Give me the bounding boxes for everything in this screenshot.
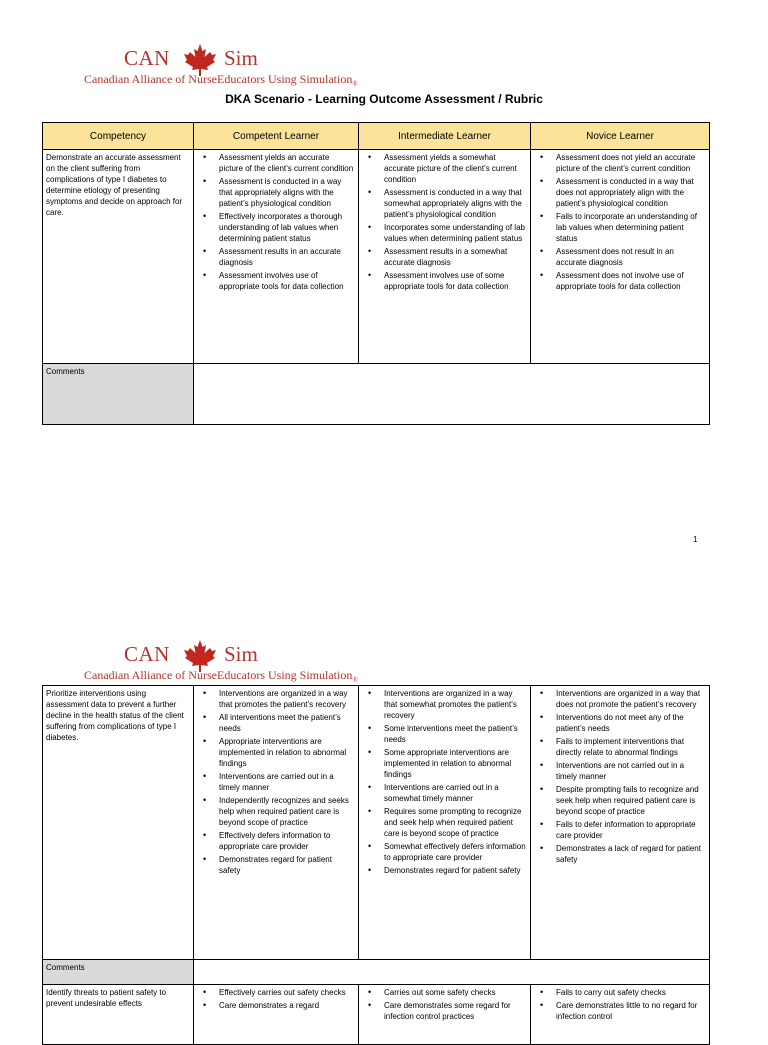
bullet-item: • Fails to implement interventions that directly relate to abnormal findings — [556, 736, 706, 758]
bullet-item: • Fails to carry out safety checks — [556, 987, 706, 998]
bullet-list — [362, 688, 527, 876]
bullet-item: • Assessment is conducted in a way that does not appropriately align with the patient’s physiological condition — [556, 176, 706, 209]
table-row — [43, 686, 710, 960]
header-competent: Competent Learner — [194, 123, 359, 150]
logo-sim-text: Sim — [224, 642, 258, 666]
rubric-table-page-1 — [42, 122, 710, 425]
logo-tagline-right: Educators Using Simulation$_®$ — [217, 668, 358, 684]
bullet-item: • Fails to defer information to appropriate care provider — [556, 819, 706, 841]
bullet-item: • Care demonstrates little to no regard for infection control — [556, 1000, 706, 1022]
competency-cell: Demonstrate an accurate assessment on the client suffering from complications of type I diabetes to determine etiology of presenting symptoms and decide on approach for care. — [43, 150, 194, 364]
bullet-item: • Care demonstrates some regard for infection control practices — [384, 1000, 527, 1022]
can-sim-logo — [84, 640, 358, 690]
competent-cell — [194, 985, 359, 1045]
bullet-item: • Effectively incorporates a thorough understanding of lab values when determining patient status — [219, 211, 355, 244]
comments-row — [43, 364, 710, 425]
competency-cell: Identify threats to patient safety to prevent undesirable effects — [43, 985, 194, 1045]
bullet-item: • Demonstrates regard for patient safety — [219, 854, 355, 876]
bullet-item: • Assessment involves use of appropriate tools for data collection — [219, 270, 355, 292]
header-novice: Novice Learner — [531, 123, 710, 150]
bullet-item: • Fails to incorporate an understanding of lab values when determining patient status — [556, 211, 706, 244]
novice-cell — [531, 985, 710, 1045]
bullet-item: • Assessment does not result in an accurate diagnosis — [556, 246, 706, 268]
header-competency: Competency — [43, 123, 194, 150]
bullet-item: • Interventions are organized in a way that does not promote the patient’s recovery — [556, 688, 706, 710]
competent-cell — [194, 150, 359, 364]
bullet-list — [197, 987, 355, 1011]
comments-row — [43, 960, 710, 985]
header-intermediate: Intermediate Learner — [359, 123, 531, 150]
bullet-item: • Some interventions meet the patient’s needs — [384, 723, 527, 745]
can-sim-logo — [84, 44, 358, 94]
rubric-table-page-2 — [42, 685, 710, 1045]
document-title: DKA Scenario - Learning Outcome Assessment / Rubric — [225, 92, 543, 106]
comments-label: Comments — [43, 960, 194, 985]
bullet-item: • Care demonstrates a regard — [219, 1000, 355, 1011]
comments-field[interactable] — [194, 960, 710, 985]
competency-cell: Prioritize interventions using assessment data to prevent a further decline in the health status of the client suffering from complications of type I diabetes. — [43, 686, 194, 960]
bullet-item: • Independently recognizes and seeks help when required patient care is beyond scope of practice — [219, 795, 355, 828]
bullet-list — [362, 987, 527, 1022]
comments-field[interactable] — [194, 364, 710, 425]
bullet-item: • Demonstrates regard for patient safety — [384, 865, 527, 876]
bullet-item: • Demonstrates a lack of regard for patient safety — [556, 843, 706, 865]
bullet-list — [197, 152, 355, 292]
bullet-item: • Some appropriate interventions are implemented in relation to abnormal findings — [384, 747, 527, 780]
bullet-item: • Somewhat effectively defers information to appropriate care provider — [384, 841, 527, 863]
bullet-item: • All interventions meet the patient’s needs — [219, 712, 355, 734]
bullet-item: • Assessment does not yield an accurate picture of the client’s current condition — [556, 152, 706, 174]
bullet-item: • Requires some prompting to recognize and seek help when required patient care is beyond scope of practice — [384, 806, 527, 839]
logo-tagline-left: Canadian Alliance of Nurse — [84, 668, 217, 682]
bullet-item: • Effectively carries out safety checks — [219, 987, 355, 998]
bullet-item: • Interventions are not carried out in a timely manner — [556, 760, 706, 782]
bullet-item: • Assessment does not involve use of appropriate tools for data collection — [556, 270, 706, 292]
competent-cell — [194, 686, 359, 960]
page-number: 1 — [693, 535, 698, 544]
bullet-item: • Assessment yields an accurate picture of the client’s current condition — [219, 152, 355, 174]
bullet-item: • Assessment yields a somewhat accurate picture of the client’s current condition — [384, 152, 527, 185]
bullet-item: • Assessment is conducted in a way that somewhat appropriately aligns with the patient’s physiological condition — [384, 187, 527, 220]
bullet-item: • Interventions are organized in a way that somewhat promotes the patient’s recovery — [384, 688, 527, 721]
bullet-item: • Assessment results in an accurate diagnosis — [219, 246, 355, 268]
intermediate-cell — [359, 985, 531, 1045]
intermediate-cell — [359, 150, 531, 364]
table-header-row — [43, 123, 710, 150]
bullet-list — [197, 688, 355, 876]
logo-can-text: CAN — [124, 642, 170, 666]
bullet-item: • Carries out some safety checks — [384, 987, 527, 998]
bullet-list — [534, 987, 706, 1022]
novice-cell — [531, 686, 710, 960]
logo-tagline-left: Canadian Alliance of Nurse — [84, 72, 217, 86]
bullet-item: • Interventions are organized in a way that promotes the patient’s recovery — [219, 688, 355, 710]
bullet-item: • Interventions do not meet any of the patient’s needs — [556, 712, 706, 734]
intermediate-cell — [359, 686, 531, 960]
bullet-item: • Interventions are carried out in a timely manner — [219, 771, 355, 793]
logo-tagline-right: Educators Using Simulation$_®$ — [217, 72, 358, 88]
bullet-item: • Assessment is conducted in a way that appropriately aligns with the patient’s physiological condition — [219, 176, 355, 209]
bullet-item: • Effectively defers information to appropriate care provider — [219, 830, 355, 852]
bullet-list — [534, 688, 706, 865]
bullet-item: • Appropriate interventions are implemented in relation to abnormal findings — [219, 736, 355, 769]
bullet-item: • Incorporates some understanding of lab values when determining patient status — [384, 222, 527, 244]
bullet-list — [534, 152, 706, 292]
table-row — [43, 150, 710, 364]
comments-label: Comments — [43, 364, 194, 425]
bullet-item: • Despite prompting fails to recognize and seek help when required patient care is beyond scope of practice — [556, 784, 706, 817]
logo-sim-text: Sim — [224, 46, 258, 70]
novice-cell — [531, 150, 710, 364]
logo-can-text: CAN — [124, 46, 170, 70]
table-row — [43, 985, 710, 1045]
bullet-item: • Assessment involves use of some appropriate tools for data collection — [384, 270, 527, 292]
bullet-list — [362, 152, 527, 292]
bullet-item: • Assessment results in a somewhat accurate diagnosis — [384, 246, 527, 268]
bullet-item: • Interventions are carried out in a somewhat timely manner — [384, 782, 527, 804]
